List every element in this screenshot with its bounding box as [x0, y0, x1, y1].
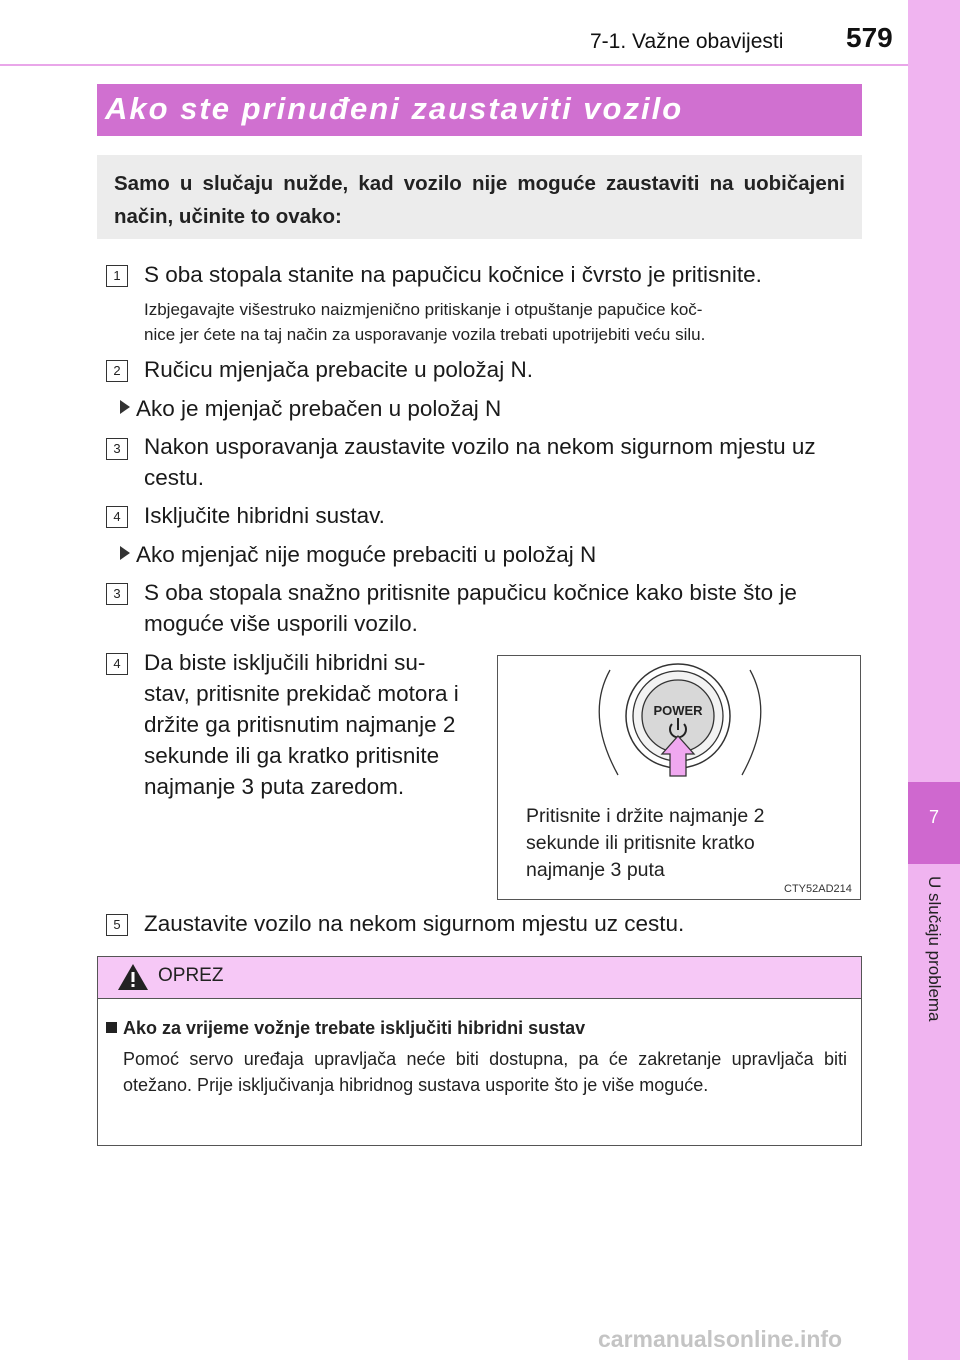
step-4a-text: Isključite hibridni sustav.: [144, 503, 385, 528]
power-button-icon: [580, 660, 780, 800]
power-button-label: POWER: [653, 703, 703, 718]
triangle-bullet-icon: [120, 546, 130, 560]
step-number: 4: [106, 506, 128, 528]
step-4b-line: najmanje 3 puta zaredom.: [144, 774, 405, 799]
branch-b: [120, 542, 596, 568]
step-5-text: Zaustavite vozilo na nekom sigurnom mjestu uz cestu.: [144, 911, 685, 936]
triangle-bullet-icon: [120, 400, 130, 414]
figure-caption-line: najmanje 3 puta: [526, 859, 665, 881]
figure-caption: [526, 803, 764, 884]
step-4b-line: sekunde ili ga kratko pritisnite: [144, 743, 440, 768]
step-number: 4: [106, 653, 128, 675]
square-bullet-icon: [106, 1022, 117, 1033]
chapter-title: U slučaju problema: [925, 876, 944, 1022]
branch-b-text: Ako mjenjač nije moguće prebaciti u položaj N: [136, 542, 597, 567]
section-title: 7-1. Važne obavijesti: [590, 30, 784, 53]
step-3a-line: cestu.: [144, 465, 205, 490]
step-4b-line: držite ga pritisnutim najmanje 2: [144, 712, 456, 737]
step-1-note-line: nice jer ćete na taj način za usporavanje vozila trebati upotrijebiti veću silu.: [144, 325, 706, 344]
chapter-number: 7: [908, 782, 960, 864]
caution-title: OPREZ: [158, 965, 224, 986]
caution-heading: [106, 1018, 585, 1039]
branch-a-text: Ako je mjenjač prebačen u položaj N: [136, 396, 502, 421]
watermark: carmanualsonline.info: [598, 1326, 843, 1352]
figure-caption-line: sekunde ili pritisnite kratko: [526, 832, 755, 854]
page-number: 579: [846, 22, 893, 53]
step-number: 2: [106, 360, 128, 382]
step-1-note-line: Izbjegavajte višestruko naizmjenično pritiskanje i otpuštanje papučice koč-: [144, 300, 703, 319]
step-4b-line: Da biste isključili hibridni su-: [144, 650, 426, 675]
step-number: 5: [106, 914, 128, 936]
chapter-tab: [908, 0, 960, 1360]
step-2-text: Ručicu mjenjača prebacite u položaj N.: [144, 357, 533, 382]
warning-icon: [116, 962, 150, 992]
figure-caption-line: Pritisnite i držite najmanje 2: [526, 805, 765, 827]
step-4b-line: stav, pritisnite prekidač motora i: [144, 681, 459, 706]
caution-text: Pomoć servo uređaja upravljača neće biti dostupna, pa će zakretanje upravljača biti otežano. Prije isključivanja hibridnog sustava usporite što je više moguće.: [123, 1049, 847, 1095]
step-3b-line: moguće više usporili vozilo.: [144, 611, 418, 636]
page-title: Ako ste prinuđeni zaustaviti vozilo: [97, 84, 862, 136]
figure-code: CTY52AD214: [784, 883, 852, 895]
step-number: 1: [106, 265, 128, 287]
step-number: 3: [106, 438, 128, 460]
header-rule: [0, 64, 908, 66]
intro-box: Samo u slučaju nužde, kad vozilo nije moguće zaustaviti na uobičajeni način, učinite to ovako:: [97, 155, 862, 239]
step-1-text: S oba stopala stanite na papučicu kočnice i čvrsto je pritisnite.: [144, 262, 762, 287]
step-number: 3: [106, 583, 128, 605]
caution-heading-text: Ako za vrijeme vožnje trebate isključiti hibridni sustav: [123, 1018, 586, 1038]
step-3a-line: Nakon usporavanja zaustavite vozilo na nekom sigurnom mjestu uz: [144, 434, 816, 459]
branch-a: [120, 396, 501, 422]
step-3b-line: S oba stopala snažno pritisnite papučicu kočnice kako biste što je: [144, 580, 797, 605]
